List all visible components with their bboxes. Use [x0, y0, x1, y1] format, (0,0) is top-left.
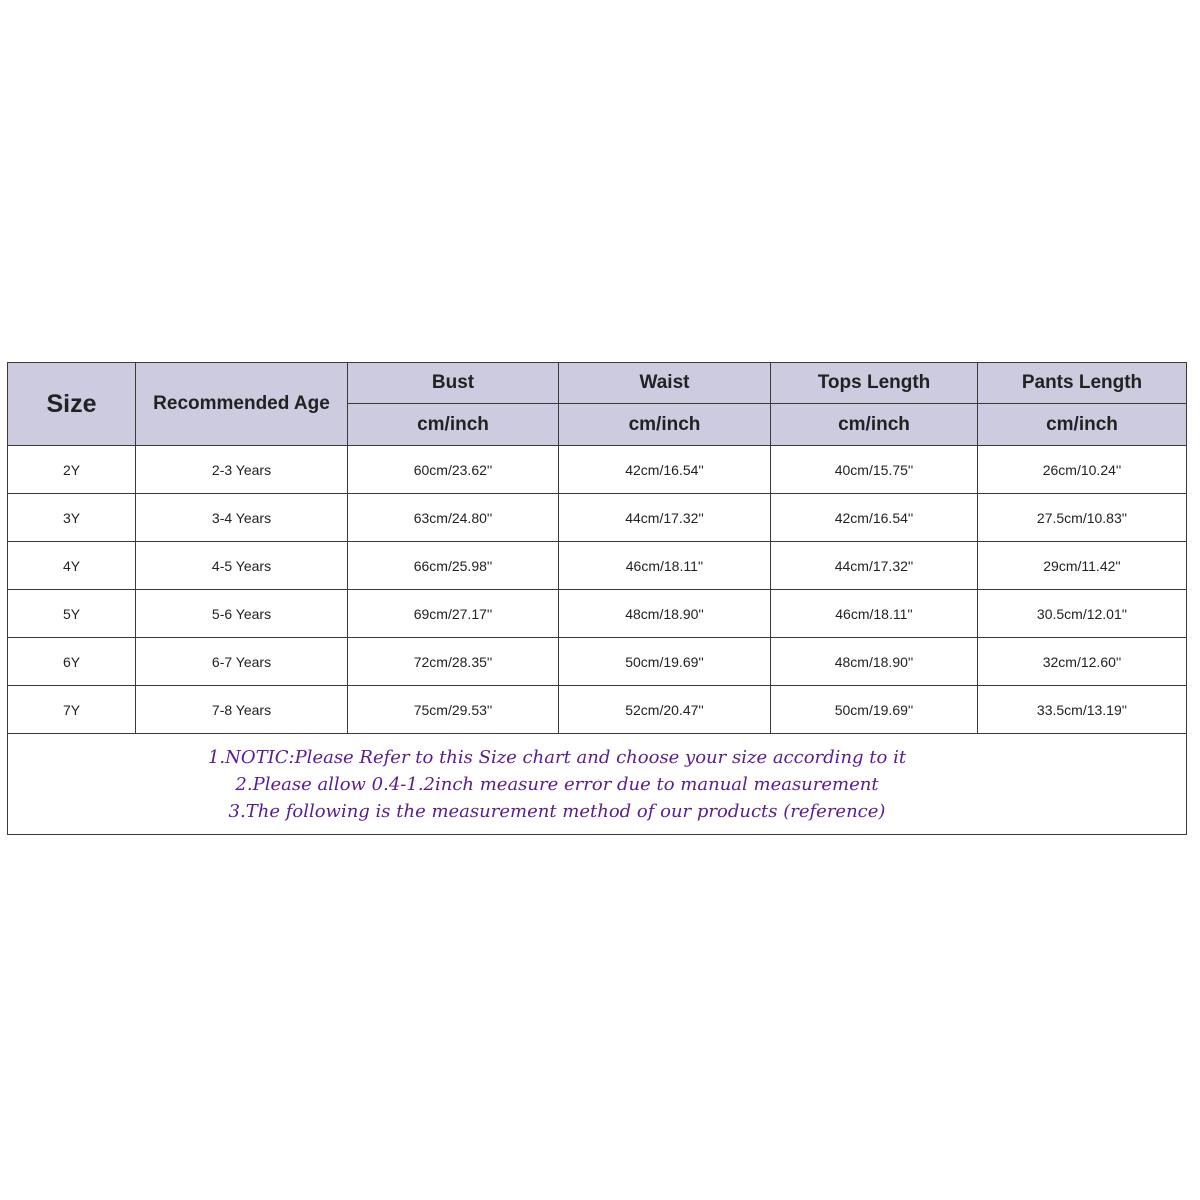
- cell-waist: 52cm/20.47'': [559, 686, 771, 734]
- cell-tops-length: 40cm/15.75'': [771, 446, 978, 494]
- cell-age: 5-6 Years: [136, 590, 348, 638]
- cell-age: 3-4 Years: [136, 494, 348, 542]
- cell-tops-length: 50cm/19.69'': [771, 686, 978, 734]
- cell-pants-length: 29cm/11.42'': [978, 542, 1187, 590]
- cell-tops-length: 44cm/17.32'': [771, 542, 978, 590]
- unit-waist: cm/inch: [559, 404, 771, 446]
- cell-size: 4Y: [8, 542, 136, 590]
- cell-pants-length: 26cm/10.24'': [978, 446, 1187, 494]
- table-row: [8, 590, 1187, 638]
- cell-bust: 60cm/23.62'': [348, 446, 559, 494]
- cell-age: 4-5 Years: [136, 542, 348, 590]
- cell-bust: 75cm/29.53'': [348, 686, 559, 734]
- cell-bust: 66cm/25.98'': [348, 542, 559, 590]
- table-row: [8, 638, 1187, 686]
- cell-size: 7Y: [8, 686, 136, 734]
- cell-tops-length: 46cm/18.11'': [771, 590, 978, 638]
- cell-size: 3Y: [8, 494, 136, 542]
- cell-size: 5Y: [8, 590, 136, 638]
- header-waist: Waist: [559, 363, 771, 404]
- table-row: [8, 446, 1187, 494]
- note-line-3: 3.The following is the measurement method of our products (reference): [228, 800, 886, 822]
- cell-pants-length: 33.5cm/13.19'': [978, 686, 1187, 734]
- cell-bust: 72cm/28.35'': [348, 638, 559, 686]
- cell-age: 7-8 Years: [136, 686, 348, 734]
- notes-panel: [8, 734, 1187, 835]
- cell-tops-length: 48cm/18.90'': [771, 638, 978, 686]
- cell-waist: 50cm/19.69'': [559, 638, 771, 686]
- cell-bust: 63cm/24.80'': [348, 494, 559, 542]
- unit-pants-length: cm/inch: [978, 404, 1187, 446]
- cell-age: 6-7 Years: [136, 638, 348, 686]
- notes-row: [8, 734, 1187, 835]
- cell-size: 2Y: [8, 446, 136, 494]
- note-line-1: 1.NOTIC:Please Refer to this Size chart and choose your size according to it: [207, 746, 907, 768]
- unit-bust: cm/inch: [348, 404, 559, 446]
- cell-bust: 69cm/27.17'': [348, 590, 559, 638]
- cell-pants-length: 32cm/12.60'': [978, 638, 1187, 686]
- table-row: [8, 542, 1187, 590]
- table-row: [8, 494, 1187, 542]
- cell-age: 2-3 Years: [136, 446, 348, 494]
- cell-pants-length: 30.5cm/12.01'': [978, 590, 1187, 638]
- cell-waist: 46cm/18.11'': [559, 542, 771, 590]
- header-pants-length: Pants Length: [978, 363, 1187, 404]
- table-row: [8, 686, 1187, 734]
- size-table: [7, 362, 1187, 835]
- header-tops-length: Tops Length: [771, 363, 978, 404]
- header-bust: Bust: [348, 363, 559, 404]
- header-row: [8, 363, 1187, 404]
- size-chart: [7, 362, 1186, 833]
- unit-tops-length: cm/inch: [771, 404, 978, 446]
- cell-waist: 44cm/17.32'': [559, 494, 771, 542]
- cell-size: 6Y: [8, 638, 136, 686]
- cell-tops-length: 42cm/16.54'': [771, 494, 978, 542]
- header-recommended-age: Recommended Age: [136, 363, 348, 446]
- cell-waist: 42cm/16.54'': [559, 446, 771, 494]
- cell-pants-length: 27.5cm/10.83'': [978, 494, 1187, 542]
- note-line-2: 2.Please allow 0.4-1.2inch measure error due to manual measurement: [235, 773, 879, 795]
- header-size: Size: [8, 363, 136, 446]
- cell-waist: 48cm/18.90'': [559, 590, 771, 638]
